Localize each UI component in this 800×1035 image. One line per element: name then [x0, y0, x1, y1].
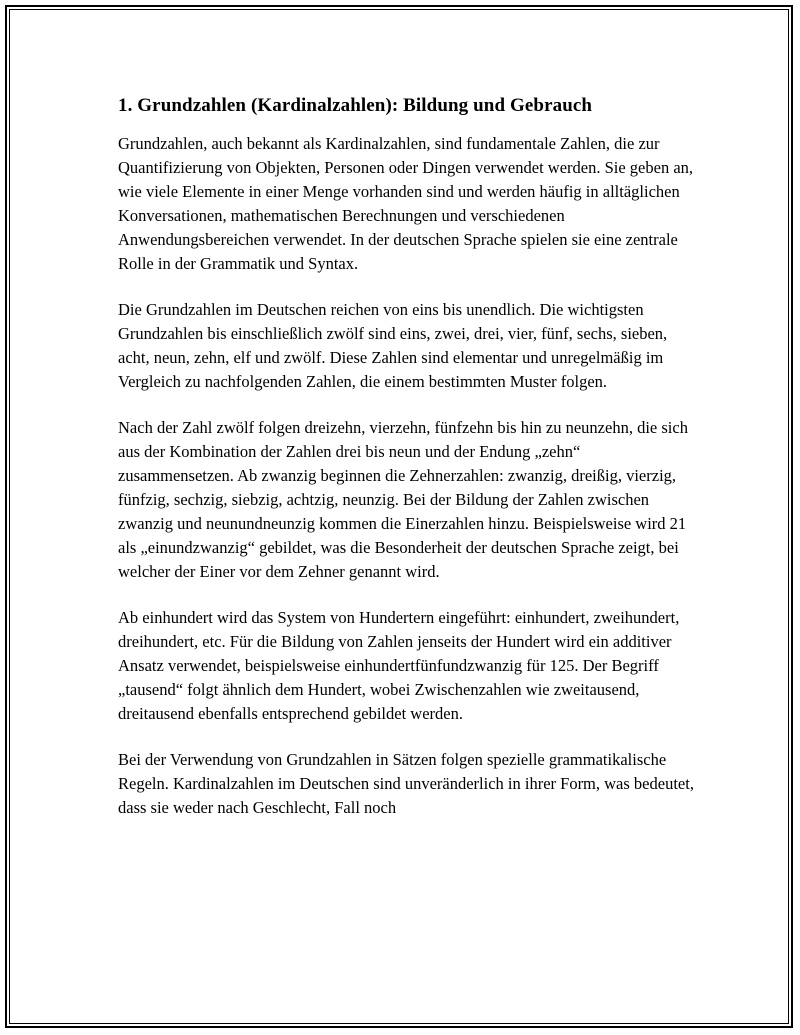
- paragraph-4: Ab einhundert wird das System von Hundertern eingeführt: einhundert, zweihundert, dreihundert, etc. Für die Bildung von Zahlen jenseits der Hundert wird ein additiver Ansatz verwendet, beispielsweise einhundertfünfundzwanzig für 125. Der Begriff „tausend“ folgt ähnlich dem Hundert, wobei Zwischenzahlen wie zweitausend, dreitausend ebenfalls entsprechend gebildet werden.: [118, 608, 680, 723]
- paragraph-5: Bei der Verwendung von Grundzahlen in Sätzen folgen spezielle grammatikalische Regeln. Kardinalzahlen im Deutschen sind unveränderlich in ihrer Form, was bedeutet, dass sie weder nach Geschlecht, Fall noch: [118, 750, 694, 817]
- document-body: [118, 94, 698, 842]
- paragraph-2: Die Grundzahlen im Deutschen reichen von eins bis unendlich. Die wichtigsten Grundzahlen bis einschließlich zwölf sind eins, zwei, drei, vier, fünf, sechs, sieben, acht, neun, zehn, elf und zwölf. Diese Zahlen sind elementar und unregelmäßig im Vergleich zu nachfolgenden Zahlen, die einem bestimmten Muster folgen.: [118, 300, 668, 391]
- section-heading: 1. Grundzahlen (Kardinalzahlen): Bildung und Gebrauch: [118, 95, 593, 116]
- paragraph-3: Nach der Zahl zwölf folgen dreizehn, vierzehn, fünfzehn bis hin zu neunzehn, die sich aus der Kombination der Zahlen drei bis neun und der Endung „zehn“ zusammensetzen. Ab zwanzig beginnen die Zehnerzahlen: zwanzig, dreißig, vierzig, fünfzig, sechzig, siebzig, achtzig, neunzig. Bei der Bildung der Zahlen zwischen zwanzig und neunundneunzig kommen die Einerzahlen hinzu. Beispielsweise wird 21 als „einundzwanzig“ gebildet, was die Besonderheit der deutschen Sprache zeigt, bei welcher der Einer vor dem Zehner genannt wird.: [118, 418, 688, 581]
- paragraph-1: Grundzahlen, auch bekannt als Kardinalzahlen, sind fundamentale Zahlen, die zur Quantifizierung von Objekten, Personen oder Dingen verwendet werden. Sie geben an, wie viele Elemente in einer Menge vorhanden sind und werden häufig in alltäglichen Konversationen, mathematischen Berechnungen und verschiedenen Anwendungsbereichen verwendet. In der deutschen Sprache spielen sie eine zentrale Rolle in der Grammatik und Syntax.: [118, 134, 694, 273]
